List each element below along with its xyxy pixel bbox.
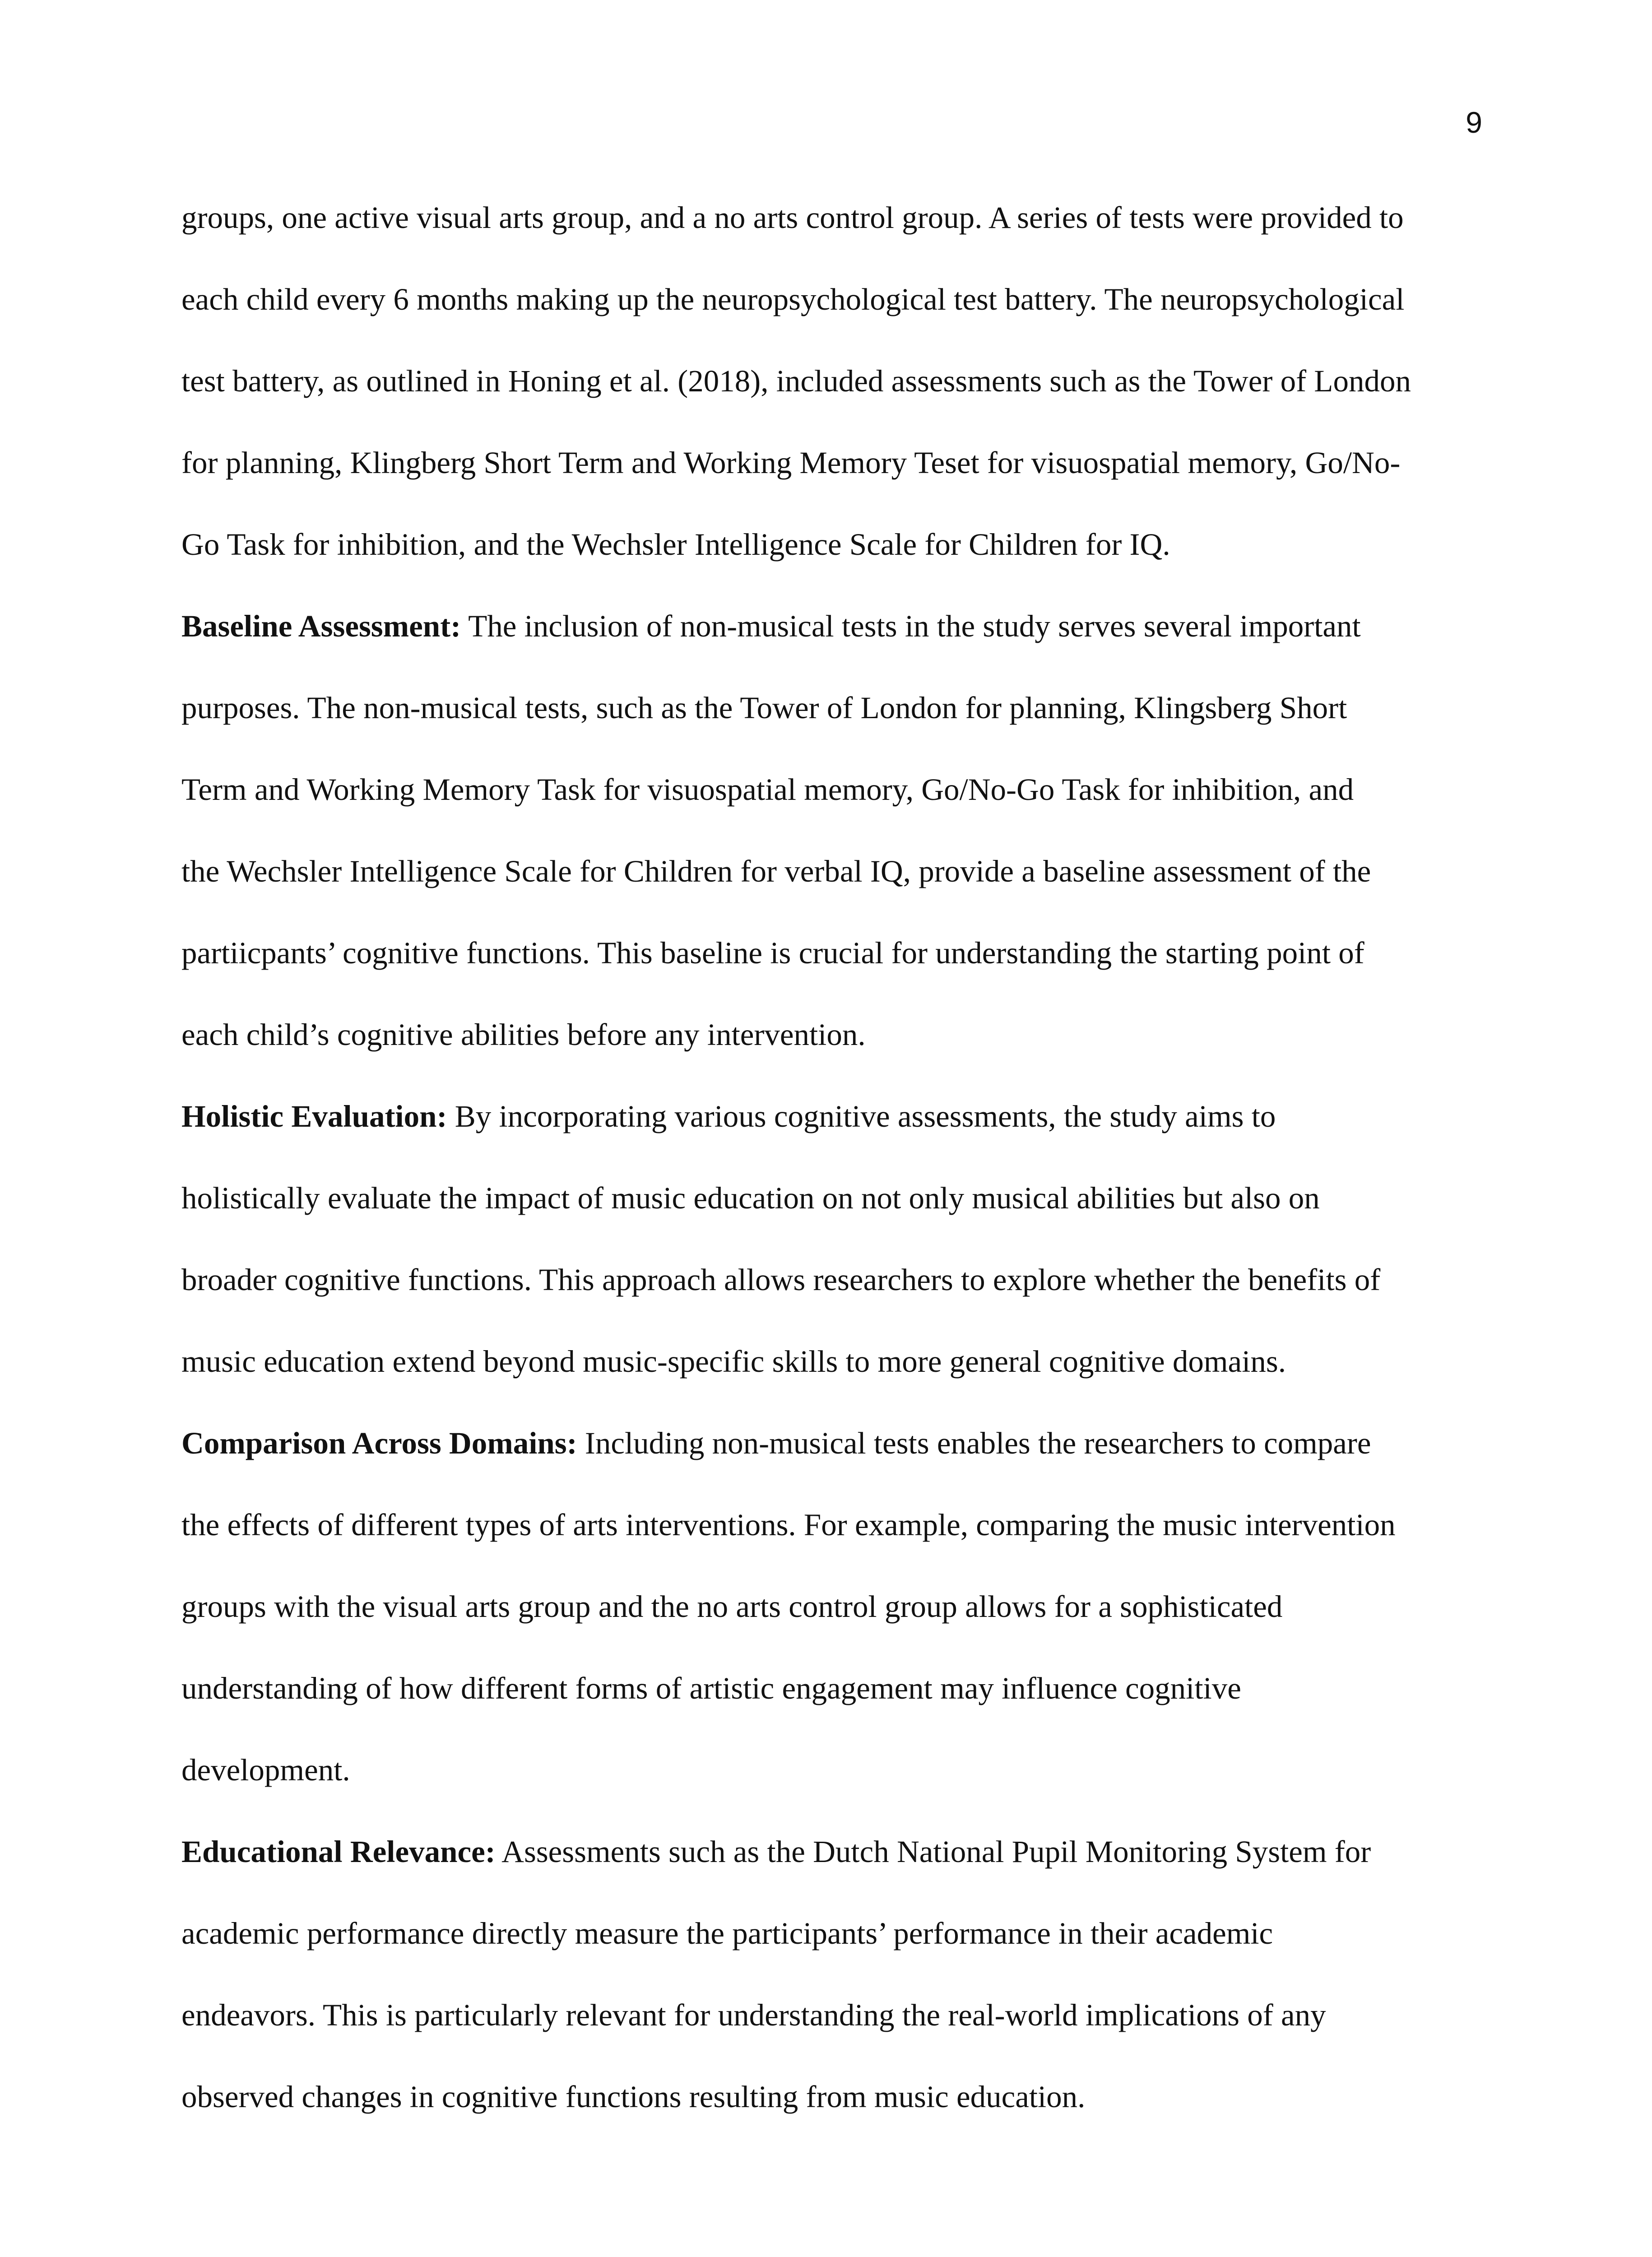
section-heading: Educational Relevance: <box>181 1834 496 1869</box>
text-line: groups, one active visual arts group, and a no arts control group. A series of tests were provided to <box>181 200 1404 235</box>
section-baseline-assessment <box>181 585 1481 1076</box>
text-line: each child’s cognitive abilities before any intervention. <box>181 1017 866 1052</box>
text-line: Go Task for inhibition, and the Wechsler Intelligence Scale for Children for IQ. <box>181 527 1170 562</box>
text-line: development. <box>181 1753 350 1787</box>
text-line: holistically evaluate the impact of music education on not only musical abilities but also on <box>181 1181 1320 1215</box>
section-text: Including non-musical tests enables the researchers to compare <box>577 1426 1371 1460</box>
text-line: groups with the visual arts group and the no arts control group allows for a sophisticated <box>181 1589 1283 1624</box>
body-text <box>181 177 1481 2138</box>
text-line: endeavors. This is particularly relevant for understanding the real-world implications of any <box>181 1998 1326 2032</box>
section-text: The inclusion of non-musical tests in the study serves several important <box>461 609 1361 643</box>
text-line: test battery, as outlined in Honing et al. (2018), included assessments such as the Tower of London <box>181 364 1411 398</box>
section-heading: Baseline Assessment: <box>181 609 461 643</box>
section-heading: Comparison Across Domains: <box>181 1426 577 1460</box>
section-educational-relevance <box>181 1811 1481 2138</box>
section-first-line <box>181 1811 1481 1893</box>
section-heading: Holistic Evaluation: <box>181 1099 447 1133</box>
text-line: each child every 6 months making up the neuropsychological test battery. The neuropsychological <box>181 282 1405 316</box>
text-line: understanding of how different forms of artistic engagement may influence cognitive <box>181 1671 1241 1705</box>
intro-paragraph <box>181 177 1481 585</box>
text-line: the effects of different types of arts interventions. For example, comparing the music intervention <box>181 1508 1396 1542</box>
text-line: observed changes in cognitive functions resulting from music education. <box>181 2080 1086 2114</box>
text-line: partiicpants’ cognitive functions. This baseline is crucial for understanding the starting point of <box>181 936 1364 970</box>
section-holistic-evaluation <box>181 1076 1481 1402</box>
section-first-line <box>181 585 1481 667</box>
section-text: By incorporating various cognitive assessments, the study aims to <box>447 1099 1276 1133</box>
text-line: the Wechsler Intelligence Scale for Children for verbal IQ, provide a baseline assessment of the <box>181 854 1371 888</box>
text-line: Term and Working Memory Task for visuospatial memory, Go/No-Go Task for inhibition, and <box>181 772 1354 807</box>
section-first-line <box>181 1402 1481 1484</box>
section-comparison-across-domains <box>181 1402 1481 1811</box>
text-line: for planning, Klingberg Short Term and Working Memory Teset for visuospatial memory, Go/No- <box>181 446 1401 480</box>
text-line: broader cognitive functions. This approach allows researchers to explore whether the benefits of <box>181 1263 1381 1297</box>
text-line: academic performance directly measure the participants’ performance in their academic <box>181 1916 1273 1950</box>
section-text: Assessments such as the Dutch National Pupil Monitoring System for <box>495 1834 1371 1869</box>
text-line: music education extend beyond music-specific skills to more general cognitive domains. <box>181 1344 1286 1379</box>
text-line: purposes. The non-musical tests, such as the Tower of London for planning, Klingsberg Short <box>181 691 1347 725</box>
page-number: 9 <box>1466 106 1482 139</box>
section-first-line <box>181 1076 1481 1157</box>
